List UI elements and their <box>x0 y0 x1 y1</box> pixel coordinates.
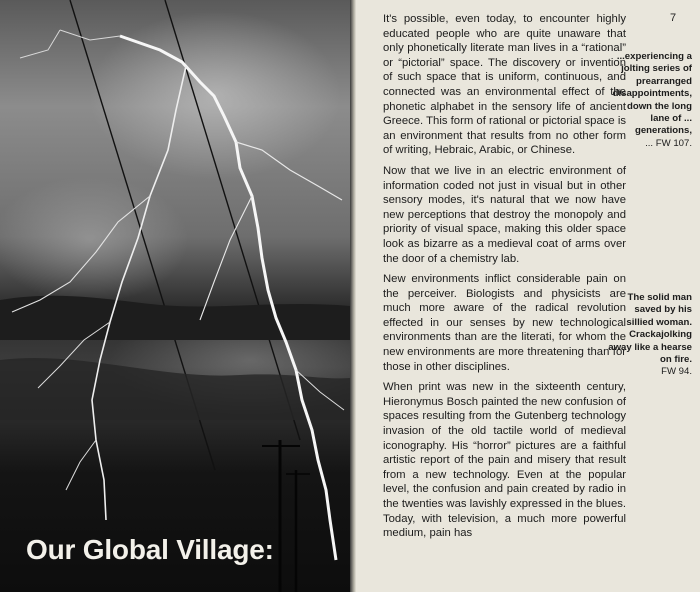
body-paragraph: It's possible, even today, to encounter highly educated people who are quite unaware that only phonetically literate man lives in a “rational” or “pictorial” space. The discovery or invention of such space that is uniform, continuous, and connected was an environmental effect of the phonetic alphabet in the sensory life of ancient Greece. This form of rational or pictorial space is an environment that results from no other form of writing, Hebraic, Arabic, or Chinese. <box>383 13 626 157</box>
lightning-bolt <box>66 440 96 490</box>
margin-quote-text: ...experiencing a jolting series of prearranged disappointments, down the long lane of ... generations, <box>612 51 692 137</box>
lightning-bolt <box>92 66 186 520</box>
lightning-bolt <box>120 36 336 560</box>
margin-quote <box>606 51 692 150</box>
page-number: 7 <box>670 12 677 24</box>
hill-silhouette <box>0 358 350 420</box>
lightning-bolt <box>12 196 150 312</box>
chapter-headline: Our Global Village: <box>26 534 274 565</box>
body-paragraph: When print was new in the sixteenth century, Hieronymus Bosch painted the new confusion of spaces resulting from the Gutenberg technology invasion of the old tactile world of medieval iconography. His “horror” pictures are a faithful artistic report of the pain and misery that result from a new technology. Even at the popular level, the confusion and pain created by radio in the twenties was lavishly expressed in the blues. Today, with television, a much more powerful medium, pain has <box>383 381 627 540</box>
text-page <box>356 0 700 592</box>
margin-quote <box>606 292 692 379</box>
margin-quote-reference: FW 94. <box>661 366 692 378</box>
body-paragraph: Now that we live in an electric environment of information coded not just in visual but in other sensory modes, it's natural that we now have new perceptions that destroy the monopoly and priority of visual space, making this older space look as bizarre as a medieval coat of arms over the door of a chemistry lab. <box>383 164 626 265</box>
lightning-bolt <box>20 30 120 58</box>
body-text <box>383 12 626 547</box>
hill-silhouette <box>0 296 350 340</box>
body-paragraph: New environments inflict considerable pain on the perceiver. Biologists and physicists are much more aware of the radical revolution effected in our senses by new technological environments than are the literati, for whom the new environments are more threatening than for those in other disciplines. <box>383 273 626 373</box>
lightning-bolt <box>236 142 342 200</box>
margin-quote-text: The solid man saved by his sillied woman. Crackajolking away like a hearse on fire. <box>608 292 692 366</box>
margin-quote-reference: ... FW 107. <box>645 137 692 149</box>
